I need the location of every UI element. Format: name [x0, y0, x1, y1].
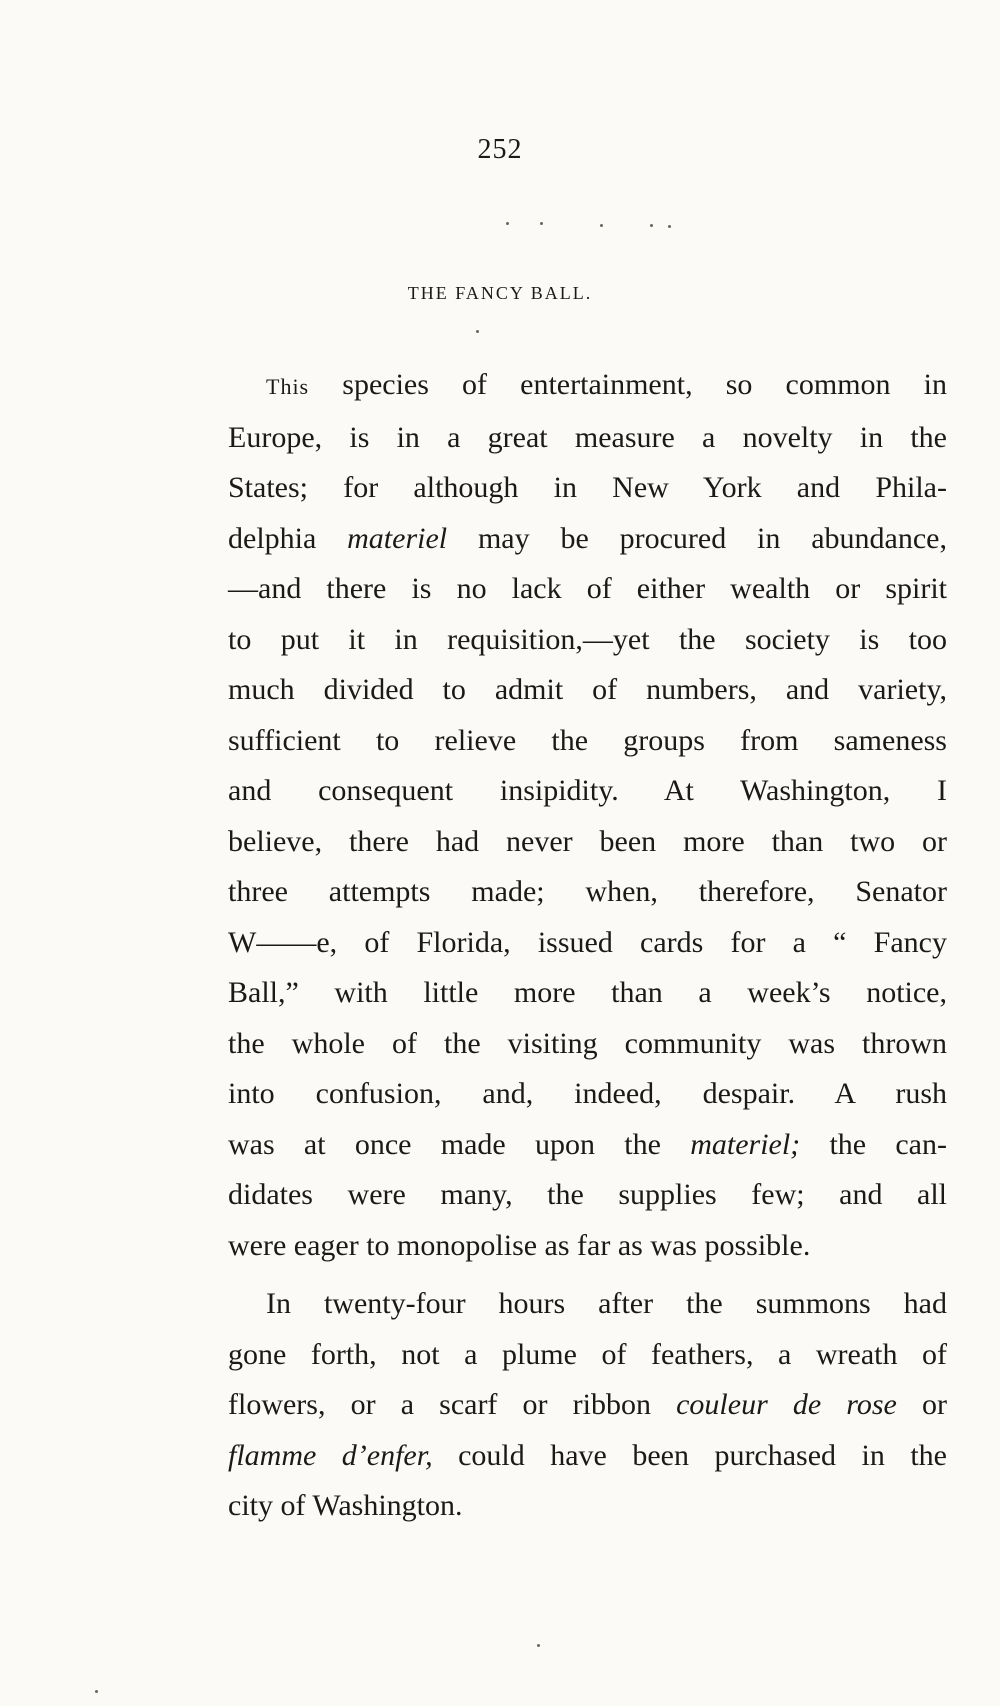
text-line: flamme d’enfer, could have been purchased in the — [228, 1438, 947, 1472]
small-caps-opening: This — [266, 374, 310, 399]
italic-word: materiel; — [690, 1127, 801, 1161]
text-line: W——e, of Florida, issued cards for a “ Fancy — [228, 925, 947, 959]
text-line: In twenty-four hours after the summons had — [266, 1287, 947, 1320]
text-line: didates were many, the supplies few; and all — [228, 1178, 947, 1211]
text-line: believe, there had never been more than two or — [228, 824, 947, 858]
italic-phrase: couleur de rose — [676, 1388, 897, 1421]
text-line: were eager to monopolise as far as was possible. — [228, 1228, 811, 1262]
paragraph-1 — [228, 360, 947, 1271]
page-number: 252 — [477, 134, 523, 165]
print-speck — [95, 1690, 98, 1693]
print-speck — [668, 225, 671, 228]
print-speck — [540, 222, 543, 225]
text-line: delphia materiel may be procured in abundance, — [228, 521, 947, 555]
italic-word: materiel — [347, 521, 448, 555]
text-line: gone forth, not a plume of feathers, a wreath of — [228, 1337, 947, 1371]
body-text — [228, 360, 947, 1532]
print-speck — [537, 1644, 540, 1647]
print-speck — [600, 224, 603, 227]
paragraph-2 — [228, 1279, 947, 1532]
italic-phrase: flamme d’enfer, — [228, 1438, 433, 1472]
print-speck — [506, 222, 509, 225]
text-line: Ball,” with little more than a week’s notice, — [228, 976, 947, 1009]
text-line: Europe, is in a great measure a novelty in the — [228, 420, 947, 454]
text-line: and consequent insipidity. At Washington, I — [228, 774, 947, 807]
text-line: three attempts made; when, therefore, Senator — [228, 875, 947, 908]
text-line: was at once made upon the materiel; the can- — [228, 1127, 947, 1161]
chapter-title: THE FANCY BALL. — [407, 283, 593, 303]
print-speck — [650, 224, 653, 227]
text-line: the whole of the visiting community was thrown — [228, 1026, 947, 1060]
print-speck — [476, 330, 479, 333]
text-line: flowers, or a scarf or ribbon couleur de rose or — [228, 1388, 947, 1421]
text-line: into confusion, and, indeed, despair. A rush — [228, 1077, 947, 1110]
text-line: This species of entertainment, so common in — [266, 368, 947, 401]
text-line: States; for although in New York and Phila- — [228, 471, 947, 504]
text-line: to put it in requisition,—yet the society is too — [228, 622, 947, 656]
text-line: much divided to admit of numbers, and variety, — [228, 673, 947, 706]
text-line: sufficient to relieve the groups from sameness — [228, 723, 947, 757]
text-line: —and there is no lack of either wealth or spirit — [228, 572, 947, 605]
text-line: city of Washington. — [228, 1489, 463, 1522]
